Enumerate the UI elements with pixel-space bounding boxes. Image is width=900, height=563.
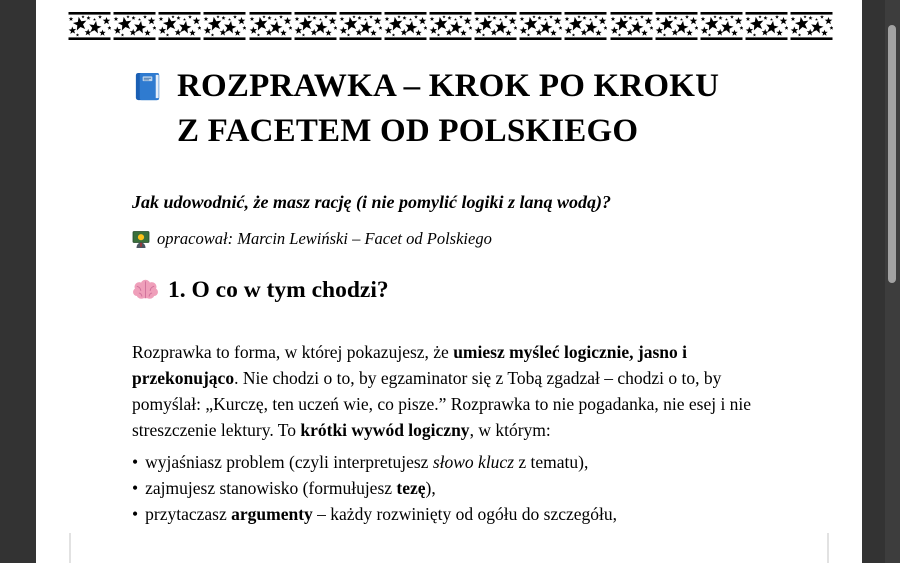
- list-item: [132, 501, 780, 527]
- star-border-tile: [519, 12, 562, 40]
- star-border-tile: [790, 12, 833, 40]
- star-border-tile: [474, 12, 517, 40]
- subtitle: Jak udowodnić, że masz rację (i nie pomylić logiki z laną wodą)?: [132, 192, 612, 212]
- star-border-tile: [564, 12, 607, 40]
- list-item-text: przytaczasz argumenty – każdy rozwinięty od ogółu do szczegółu,: [145, 504, 618, 524]
- star-border-tile: [429, 12, 472, 40]
- page-title-line1: ROZPRAWKA – KROK PO KROKU: [177, 68, 720, 104]
- section-heading-text: 1. O co w tym chodzi?: [168, 277, 389, 303]
- blue-book-icon: [132, 71, 163, 102]
- star-border-tile: [700, 12, 743, 40]
- scrollbar-thumb[interactable]: [888, 25, 896, 283]
- star-border-tile: [249, 12, 292, 40]
- star-border-tile: [655, 12, 698, 40]
- byline: [132, 229, 492, 249]
- star-border-tile: [610, 12, 653, 40]
- star-border-tile: [294, 12, 337, 40]
- star-border-tile: [68, 12, 111, 40]
- star-border-tile: [203, 12, 246, 40]
- page-title: [177, 64, 817, 154]
- brain-icon: [132, 277, 159, 304]
- list-item-text: wyjaśniasz problem (czyli interpretujesz słowo klucz z tematu),: [145, 452, 589, 472]
- next-section-box-edge: [69, 533, 829, 563]
- star-border-tile: [384, 12, 427, 40]
- star-border-tile: [339, 12, 382, 40]
- star-border-tile: [745, 12, 788, 40]
- intro-paragraph: Rozprawka to forma, w której pokazujesz, że umiesz myśleć logicznie, jasno i przekonująco. Nie chodzi o to, by egzaminator się z Tobą zgadzał – chodzi o to, by pomyślał: „Kurczę, ten uczeń wie, co pisze.” Rozprawka to nie pogadanka, nie esej i nie streszczenie lektury. To krótki wywód logiczny, w którym:: [132, 342, 752, 440]
- byline-text: opracował: Marcin Lewiński – Facet od Polskiego: [157, 229, 492, 248]
- star-border-tile: [113, 12, 156, 40]
- section-heading: [132, 277, 389, 304]
- man-teacher-icon: [132, 230, 150, 248]
- scrollbar-track[interactable]: [885, 0, 900, 563]
- list-item: [132, 475, 780, 501]
- list-item-text: zajmujesz stanowisko (formułujesz tezę),: [145, 478, 436, 498]
- list-item: [132, 449, 780, 475]
- star-border-tile: [158, 12, 201, 40]
- document-page: [36, 0, 862, 563]
- bullet-marker: •: [132, 504, 139, 524]
- decorative-star-border: [68, 12, 833, 40]
- bullet-marker: •: [132, 452, 139, 472]
- page-title-line2: Z FACETEM OD POLSKIEGO: [177, 113, 639, 149]
- bullet-marker: •: [132, 478, 139, 498]
- title-block: [132, 64, 817, 154]
